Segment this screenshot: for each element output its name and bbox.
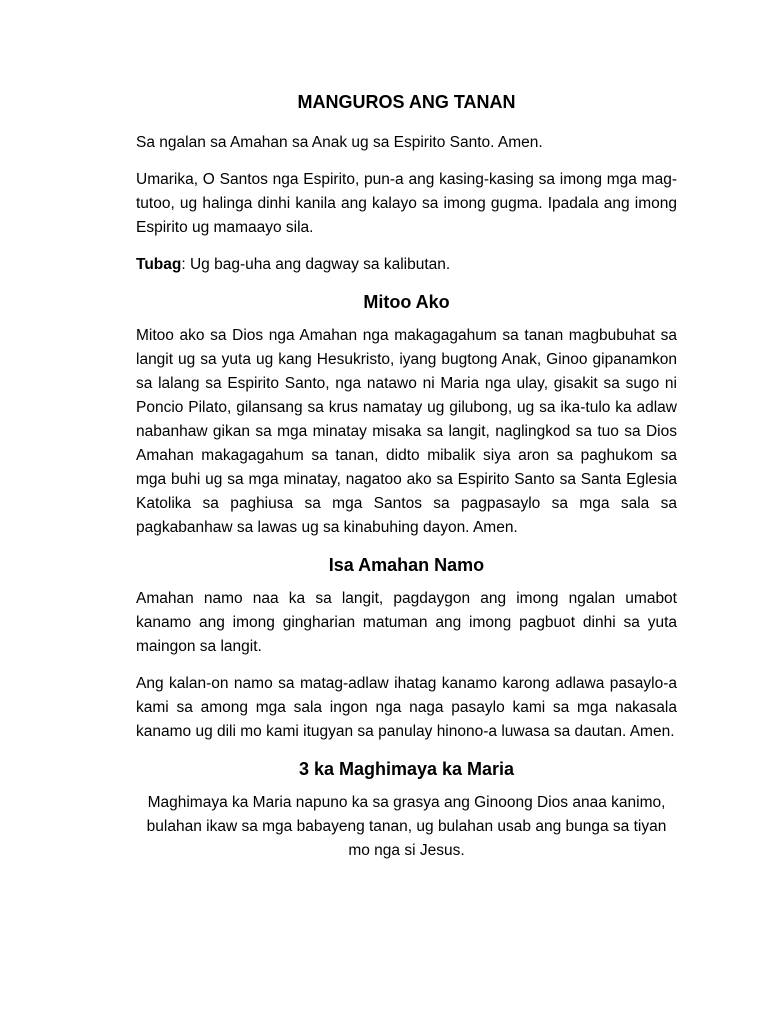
section-heading-hail-mary: 3 ka Maghimaya ka Maria (298, 759, 515, 779)
section-heading-our-father: Isa Amahan Namo (328, 555, 485, 575)
response-label: Tubag (136, 256, 182, 273)
document-page (136, 90, 677, 876)
hail-mary-paragraph: Maghimaya ka Maria napuno ka sa grasya ang Ginoong Dios anaa kanimo, bulahan ikaw sa mga babayeng tanan, ug bulahan usab ang bunga sa tiyan mo nga si Jesus. (146, 794, 667, 859)
our-father-paragraph-1: Amahan namo naa ka sa langit, pagdaygon ang imong ngalan umabot kanamo ang imong gingharian matuman ang imong pagbuot dinhi sa yuta maingon sa langit. (136, 590, 677, 655)
section-heading-creed: Mitoo Ako (363, 292, 450, 312)
our-father-paragraph-2: Ang kalan-on namo sa matag-adlaw ihatag kanamo karong adlawa pasaylo-a kami sa among mga sala ingon nga naga pasaylo kami sa mga nakasala kanamo ug dili mo kami itugyan sa panulay hinono-a luwasa sa dautan. Amen. (136, 675, 677, 740)
document-title: MANGUROS ANG TANAN (297, 92, 516, 112)
creed-paragraph: Mitoo ako sa Dios nga Amahan nga makagagahum sa tanan magbubuhat sa langit ug sa yuta ug kang Hesukristo, iyang bugtong Anak, Ginoo gipanamkon sa lalang sa Espirito Santo, nga natawo ni Maria nga ulay, gisakit sa sugo ni Poncio Pilato, gilansang sa krus namatay ug gilubong, ug sa ika-tulo ka adlaw nabanhaw gikan sa mga minatay misaka sa langit, naglingkod sa tuo sa Dios Amahan makagagahum sa tanan, didto mibalik siya aron sa paghukom sa mga buhi ug sa mga minatay, nagatoo ako sa Espirito Santo sa Santa Eglesia Katolika sa paghiusa sa mga Santos sa pagpasaylo sa mga sala sa pagkabanhaw sa lawas ug sa kinabuhing dayon. Amen. (136, 327, 677, 536)
invocation-paragraph: Umarika, O Santos nga Espirito, pun-a ang kasing-kasing sa imong mga mag-tutoo, ug halinga dinhi kanila ang kalayo sa imong gugma. Ipadala ang imong Espirito ug mamaayo sila. (136, 171, 677, 236)
sign-of-cross-paragraph: Sa ngalan sa Amahan sa Anak ug sa Espirito Santo. Amen. (136, 134, 543, 151)
response-paragraph (136, 253, 677, 277)
response-text: : Ug bag-uha ang dagway sa kalibutan. (181, 256, 451, 273)
